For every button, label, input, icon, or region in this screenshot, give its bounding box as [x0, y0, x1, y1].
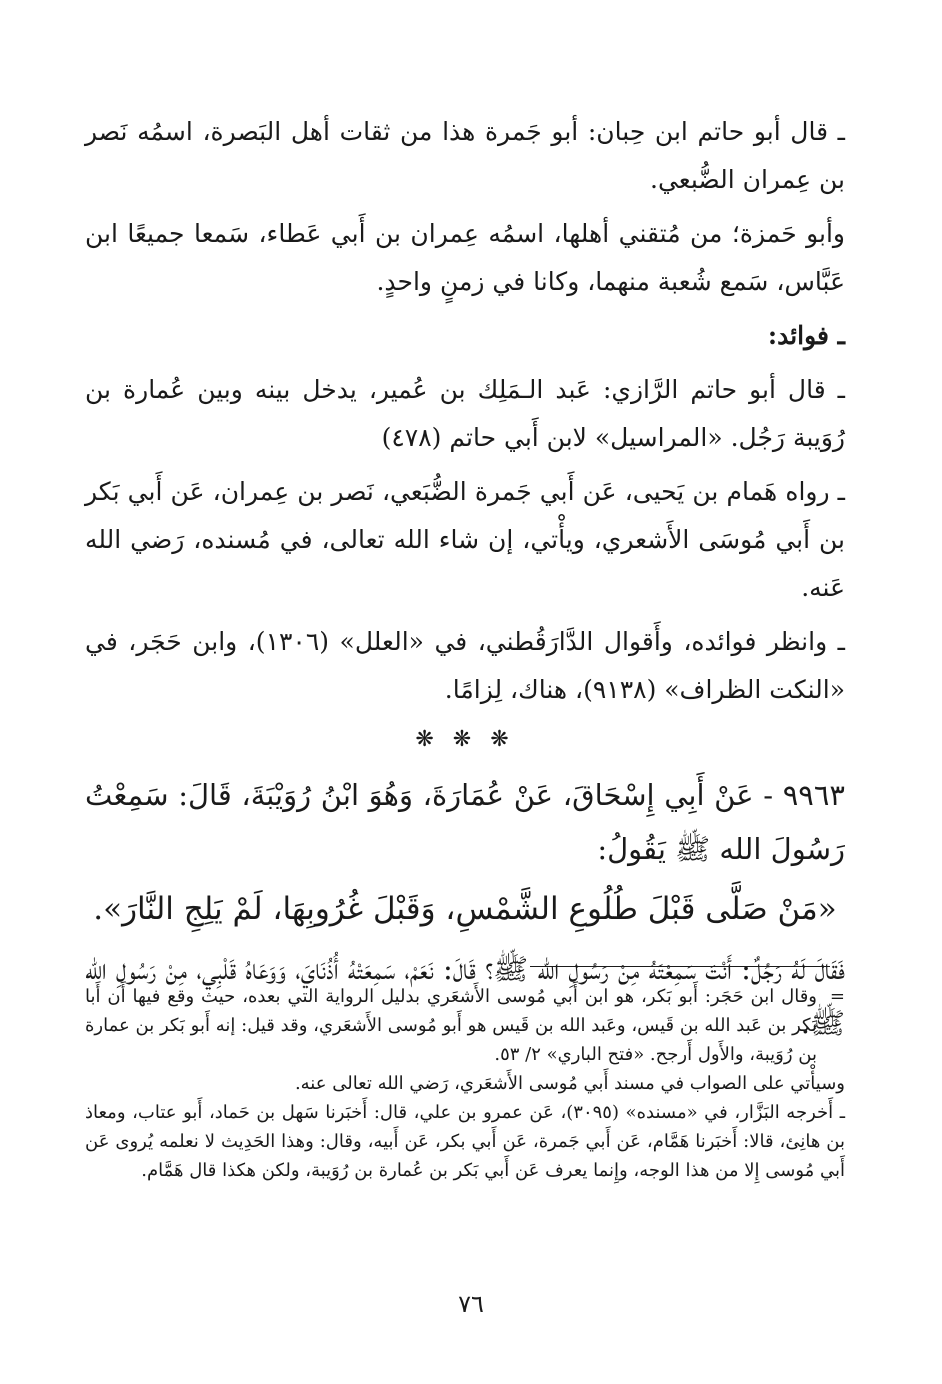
hadith-intro: ٩٩٦٣ - عَنْ أَبِي إِسْحَاقَ، عَنْ عُمَارَةَ، وَهُوَ ابْنُ رُوَيْبَةَ، قَالَ: سَمِعْتُ رَسُولَ الله ﷺ يَقُولُ: [85, 778, 845, 866]
footnote-bazzar: ـ أَخرجه البَزَّار، في «مسنده» (٣٠٩٥)، عَن عمرو بن علي، قال: أَخبَرنا سَهل بن حَماد، أَبو عتاب، ومعاذ بن هانِئ، قالا: أَخبَرنا هَمَّام، عَن أَبي جَمرة، عَن أَبي بكر، عَن أَبيه، وقال: وهذا الحَدِيث لا نعلمه يُروى عَن أَبي مُوسى إِلا من هذا الوجه، وإِنما يعرف عَن أَبي بَكر بن عُمارة بن رُوَيبة، ولكن هكذا قال هَمَّام. [85, 1102, 845, 1181]
fawaid-item-1: ـ قال أبو حاتم الرَّازي: عَبد الـمَلِك بن عُمير، يدخل بينه وبين عُمارة بن رُوَيبة رَجُل. «المراسيل» لابن أَبي حاتم (٤٧٨) [85, 375, 845, 452]
page-number: ٧٦ [458, 1290, 484, 1318]
fawaid-item-2: ـ رواه هَمام بن يَحيى، عَن أَبي جَمرة الضُّبَعي، نَصر بن عِمران، عَن أَبي بَكر بن أَبي مُوسَى الأَشعري، ويأْتي، إن شاء الله تعالى، في مُسنده، رَضي الله عَنه. [85, 477, 845, 602]
fawaid-item-3: ـ وانظر فوائده، وأَقوال الدَّارَقُطني، في «العلل» (١٣٠٦)، وابن حَجَر، في «النكت الظراف» (٩١٣٨)، هناك، لِزامًا. [85, 627, 845, 704]
footnote-continuation-text: وقال ابن حَجَر: أَبو بَكر، هو ابن أَبي مُوسى الأَشعَري بدليل الرواية التي بعده، حيث وقع فيها أَن أَبا بَكر بن عَبد الله بن قَيس، وعَبد الله بن قَيس هو أَبو مُوسى الأَشعَري، وقد قيل: إنه أَبو بَكر بن عمارة بن رُوَيبة، والأَول أَرجح. «فتح الباري» ٢/ ٥٣. [85, 986, 817, 1065]
main-text [85, 108, 845, 1054]
footnotes [85, 982, 845, 1185]
footnote-continuation [85, 982, 845, 1069]
footnote-continuation-marker: = [829, 986, 845, 1007]
hadith-quote: «مَنْ صَلَّى قَبْلَ طُلُوعِ الشَّمْسِ، وَقَبْلَ غُرُوبِهَا، لَمْ يَلِجِ النَّارَ». [93, 891, 837, 927]
paragraph-abu-hamza: وأبو حَمزة؛ من مُتقني أهلها، اسمُه عِمران بن أَبي عَطاء، سَمعا جميعًا ابن عَبَّاس، سَمع شُعبة منهما، وكانا في زمنٍ واحدٍ. [85, 219, 845, 296]
hadith-end: فَقَالَ لَهُ رَجُلٌ: أَنْتَ سَمِعْتَهُ مِنْ رَسُولِ الله ﷺ؟ قَالَ: نَعَمْ، سَمِعَتْهُ أُذُنَايَ، وَوَعَاهُ قَلْبِي، مِنْ رَسُولِ الله ﷺ. [85, 952, 845, 1040]
paragraph-ibn-hibban: ـ قال أبو حاتم ابن حِبان: أبو جَمرة هذا من ثقات أهل البَصرة، اسمُه نَصر بن عِمران الضُّبعي. [85, 117, 845, 194]
footnote-divider [530, 966, 830, 967]
fawaid-heading: ـ فوائد: [767, 321, 845, 350]
footnote-line: وسيأْتي على الصواب في مسند أَبي مُوسى الأَشعَري، رَضي الله تعالى عنه. [294, 1073, 845, 1094]
section-separator: ❋ ❋ ❋ [415, 727, 515, 752]
